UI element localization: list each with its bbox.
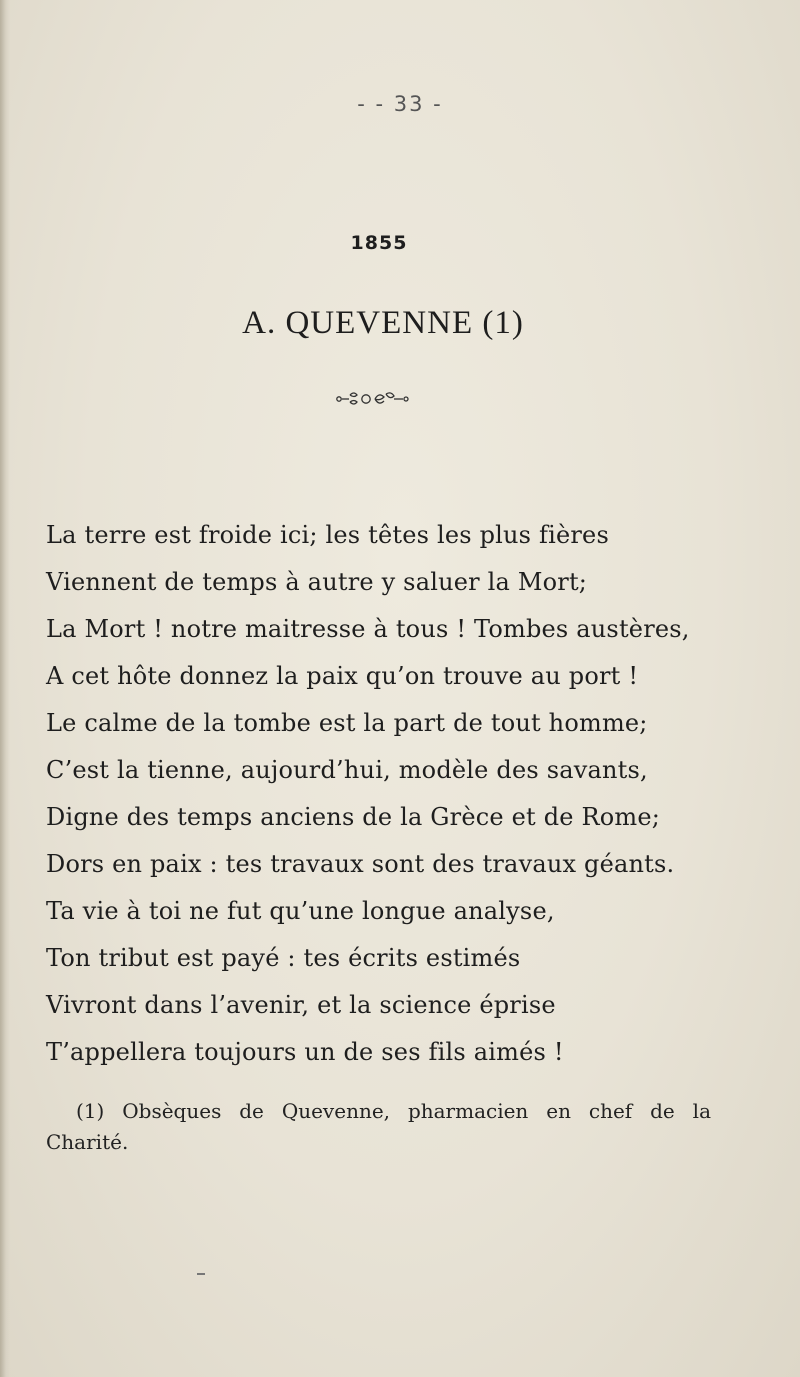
- footnote: [46, 1096, 711, 1158]
- footnote-line: (1) Obsèques de Quevenne, pharmacien en chef de la: [76, 1099, 711, 1123]
- poem-line: Dors en paix : tes travaux sont des travaux géants.: [46, 850, 675, 878]
- poem-line: La terre est froide ici; les têtes les plus fières: [46, 521, 609, 549]
- footnote-line: Charité.: [46, 1130, 129, 1154]
- page-binding-shadow: [0, 0, 10, 1377]
- poem-line: A cet hôte donnez la paix qu’on trouve au port !: [46, 662, 639, 690]
- poem-line: Ton tribut est payé : tes écrits estimés: [46, 944, 521, 972]
- poem-line: Ta vie à toi ne fut qu’une longue analyse,: [46, 897, 555, 925]
- poem: [46, 512, 726, 1076]
- page-number: - - 33 -: [357, 92, 443, 116]
- poem-line: C’est la tienne, aujourd’hui, modèle des savants,: [46, 756, 648, 784]
- poem-line: Vivront dans l’avenir, et la science éprise: [46, 991, 556, 1019]
- poem-line: Le calme de la tombe est la part de tout homme;: [46, 709, 648, 737]
- ink-speck: [197, 1273, 205, 1275]
- poem-line: Digne des temps anciens de la Grèce et de Rome;: [46, 803, 661, 831]
- author-heading: A. QUEVENNE (1): [242, 305, 524, 341]
- poem-line: La Mort ! notre maitresse à tous ! Tombes austères,: [46, 615, 690, 643]
- section-year: 1855: [350, 232, 408, 254]
- decorative-fleuron-icon: [333, 388, 423, 408]
- poem-line: T’appellera toujours un de ses fils aimés !: [46, 1038, 564, 1066]
- poem-line: Viennent de temps à autre y saluer la Mort;: [46, 568, 588, 596]
